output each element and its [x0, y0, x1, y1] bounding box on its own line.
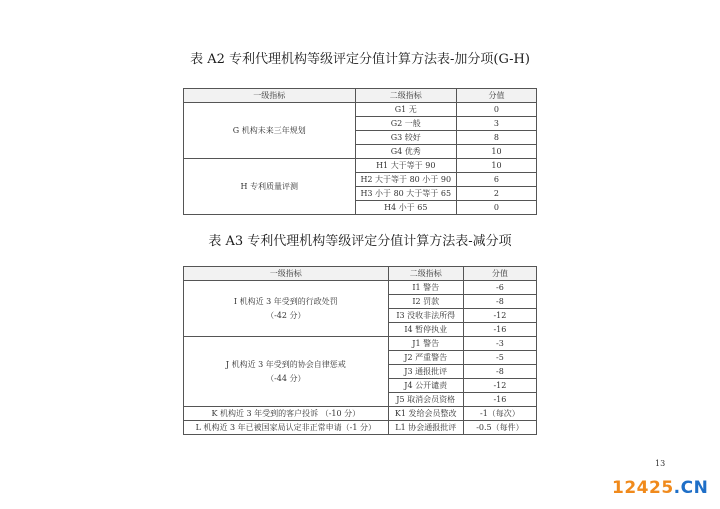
group-label-k: K 机构近 3 年受到的客户投诉 （-10 分） [184, 407, 389, 421]
score-cell: 10 [456, 145, 536, 159]
sub-indicator: H2 大于等于 80 小于 90 [355, 173, 456, 187]
watermark-cn: CN [680, 478, 709, 498]
sub-indicator: H3 小于 80 大于等于 65 [355, 187, 456, 201]
score-cell: 0 [456, 201, 536, 215]
sub-indicator: H1 大于等于 90 [355, 159, 456, 173]
table-row [184, 159, 537, 173]
score-cell: -8 [463, 295, 536, 309]
sub-indicator: I3 没收非法所得 [388, 309, 463, 323]
score-cell: -0.5（每件） [463, 421, 536, 435]
group-label-note: （-44 分） [266, 373, 306, 383]
sub-indicator: H4 小于 65 [355, 201, 456, 215]
group-label-i [184, 281, 389, 337]
group-label-l: L 机构近 3 年已被国家局认定非正常申请（-1 分） [184, 421, 389, 435]
header-level2: 二级指标 [388, 267, 463, 281]
sub-indicator: I4 暂停执业 [388, 323, 463, 337]
table-a3-title: 表 A3 专利代理机构等级评定分值计算方法表-减分项 [208, 234, 512, 249]
score-cell: -16 [463, 323, 536, 337]
table-row [184, 103, 537, 117]
score-cell: -8 [463, 365, 536, 379]
table-row [184, 281, 537, 295]
score-cell: -16 [463, 393, 536, 407]
score-cell: -5 [463, 351, 536, 365]
group-label-note: （-42 分） [266, 310, 306, 320]
sub-indicator: K1 发给会员整改 [388, 407, 463, 421]
sub-indicator: I1 警告 [388, 281, 463, 295]
page-number: 13 [655, 459, 666, 468]
score-cell: -1（每次） [463, 407, 536, 421]
sub-indicator: J2 严重警告 [388, 351, 463, 365]
sub-indicator: J4 公开谴责 [388, 379, 463, 393]
table-a2 [183, 88, 537, 215]
sub-indicator: L1 协会通报批评 [388, 421, 463, 435]
watermark-number: 12425 [612, 478, 674, 498]
score-cell: -3 [463, 337, 536, 351]
group-label-text: J 机构近 3 年受到的协会自律惩戒 [225, 359, 346, 369]
header-level1: 一级指标 [184, 267, 389, 281]
watermark-logo [612, 478, 708, 498]
group-label-h: H 专利质量评测 [184, 159, 356, 215]
group-label-j [184, 337, 389, 407]
score-cell: 3 [456, 117, 536, 131]
score-cell: -12 [463, 379, 536, 393]
score-cell: 8 [456, 131, 536, 145]
sub-indicator: J5 取消会员资格 [388, 393, 463, 407]
sub-indicator: G2 一般 [355, 117, 456, 131]
table-row [184, 421, 537, 435]
group-label-g: G 机构未来三年规划 [184, 103, 356, 159]
group-label-text: I 机构近 3 年受到的行政处罚 [233, 296, 338, 306]
header-level1: 一级指标 [184, 89, 356, 103]
score-cell: 10 [456, 159, 536, 173]
score-cell: -6 [463, 281, 536, 295]
sub-indicator: G3 较好 [355, 131, 456, 145]
header-score: 分值 [456, 89, 536, 103]
sub-indicator: J3 通报批评 [388, 365, 463, 379]
sub-indicator: G4 优秀 [355, 145, 456, 159]
sub-indicator: G1 无 [355, 103, 456, 117]
score-cell: 2 [456, 187, 536, 201]
table-a3 [183, 266, 537, 435]
header-score: 分值 [463, 267, 536, 281]
sub-indicator: J1 警告 [388, 337, 463, 351]
score-cell: 6 [456, 173, 536, 187]
watermark-dot: . [673, 478, 681, 498]
score-cell: 0 [456, 103, 536, 117]
header-level2: 二级指标 [355, 89, 456, 103]
score-cell: -12 [463, 309, 536, 323]
sub-indicator: I2 罚款 [388, 295, 463, 309]
table-row [184, 407, 537, 421]
table-row [184, 337, 537, 351]
table-a2-title: 表 A2 专利代理机构等级评定分值计算方法表-加分项(G-H) [190, 52, 530, 67]
